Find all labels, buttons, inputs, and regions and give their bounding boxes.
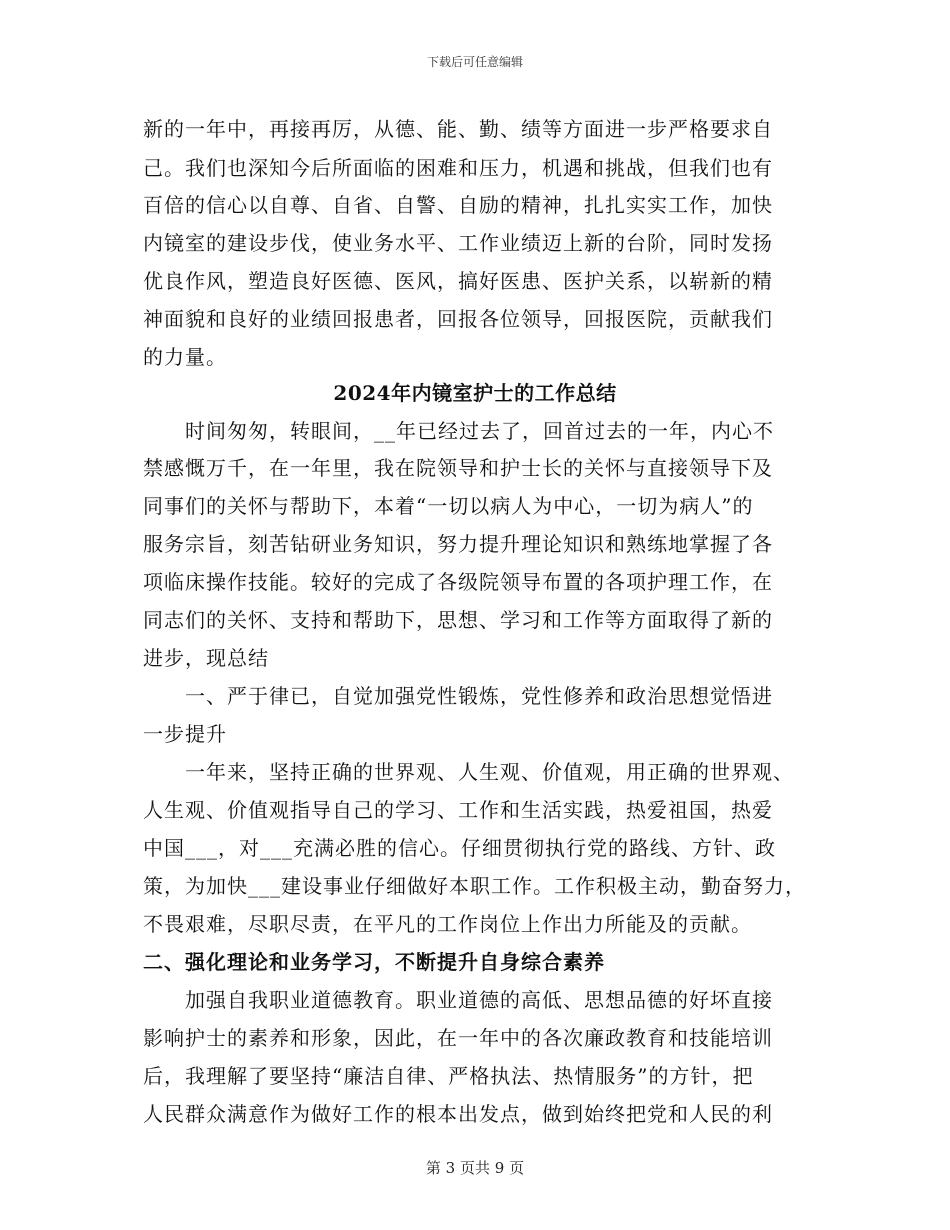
section-title: 2024年内镜室护士的工作总结 xyxy=(333,381,617,405)
body-line: 人民群众满意作为做好工作的根本出发点，做到始终把党和人民的利 xyxy=(143,1102,773,1126)
body-line: 同事们的关怀与帮助下，本着“一切以病人为中心，一切为病人”的 xyxy=(143,494,754,518)
body-line: 禁感慨万千，在一年里，我在院领导和护士长的关怀与直接领导下及 xyxy=(143,456,773,480)
subheading: 一、严于律已，自觉加强党性锻炼，党性修养和政治思想觉悟进 xyxy=(185,684,773,708)
body-line: 同志们的关怀、支持和帮助下，思想、学习和工作等方面取得了新的 xyxy=(143,608,773,632)
page-footer: 第 3 页共 9 页 xyxy=(425,1159,525,1177)
body-line: 策，为加快___建设事业仔细做好本职工作。工作积极主动，勤奋努力， xyxy=(143,874,806,898)
body-line: 一年来，坚持正确的世界观、人生观、价值观，用正确的世界观、 xyxy=(185,760,794,784)
body-line: 的力量。 xyxy=(143,345,227,369)
body-line: 中国___，对___充满必胜的信心。仔细贯彻执行党的路线、方针、政 xyxy=(143,836,776,860)
body-line: 己。我们也深知今后所面临的困难和压力，机遇和挑战，但我们也有 xyxy=(143,156,773,180)
body-line: 项临床操作技能。较好的完成了各级院领导布置的各项护理工作，在 xyxy=(143,570,773,594)
body-line: 人生观、价值观指导自己的学习、工作和生活实践，热爱祖国，热爱 xyxy=(143,798,773,822)
subheading-continued: 一步提升 xyxy=(143,722,227,746)
body-line: 服务宗旨，刻苦钻研业务知识，努力提升理论知识和熟练地掌握了各 xyxy=(143,532,773,556)
body-line: 内镜室的建设步伐，使业务水平、工作业绩迈上新的台阶，同时发扬 xyxy=(143,231,773,255)
body-line: 神面貌和良好的业绩回报患者，回报各位领导，回报医院，贡献我们 xyxy=(143,307,773,331)
body-line: 加强自我职业道德教育。职业道德的高低、思想品德的好坏直接 xyxy=(185,988,773,1012)
body-line: 时间匆匆，转眼间，__年已经过去了，回首过去的一年，内心不 xyxy=(185,419,774,443)
body-line: 进步，现总结 xyxy=(143,646,269,670)
body-line: 优良作风，塑造良好医德、医风，搞好医患、医护关系，以崭新的精 xyxy=(143,269,773,293)
body-line: 新的一年中，再接再厉，从德、能、勤、绩等方面进一步严格要求自 xyxy=(143,117,773,141)
body-line: 后，我理解了要坚持“廉洁自律、严格执法、热情服务”的方针，把 xyxy=(143,1064,754,1088)
body-line: 不畏艰难，尽职尽责，在平凡的工作岗位上作出力所能及的贡献。 xyxy=(143,912,752,936)
body-line: 影响护士的素养和形象，因此，在一年中的各次廉政教育和技能培训 xyxy=(143,1026,773,1050)
body-line: 百倍的信心以自尊、自省、自警、自励的精神，扎扎实实工作，加快 xyxy=(143,193,773,217)
section-heading: 二、强化理论和业务学习，不断提升自身综合素养 xyxy=(143,950,605,974)
page-header: 下载后可任意编辑 xyxy=(426,55,523,69)
